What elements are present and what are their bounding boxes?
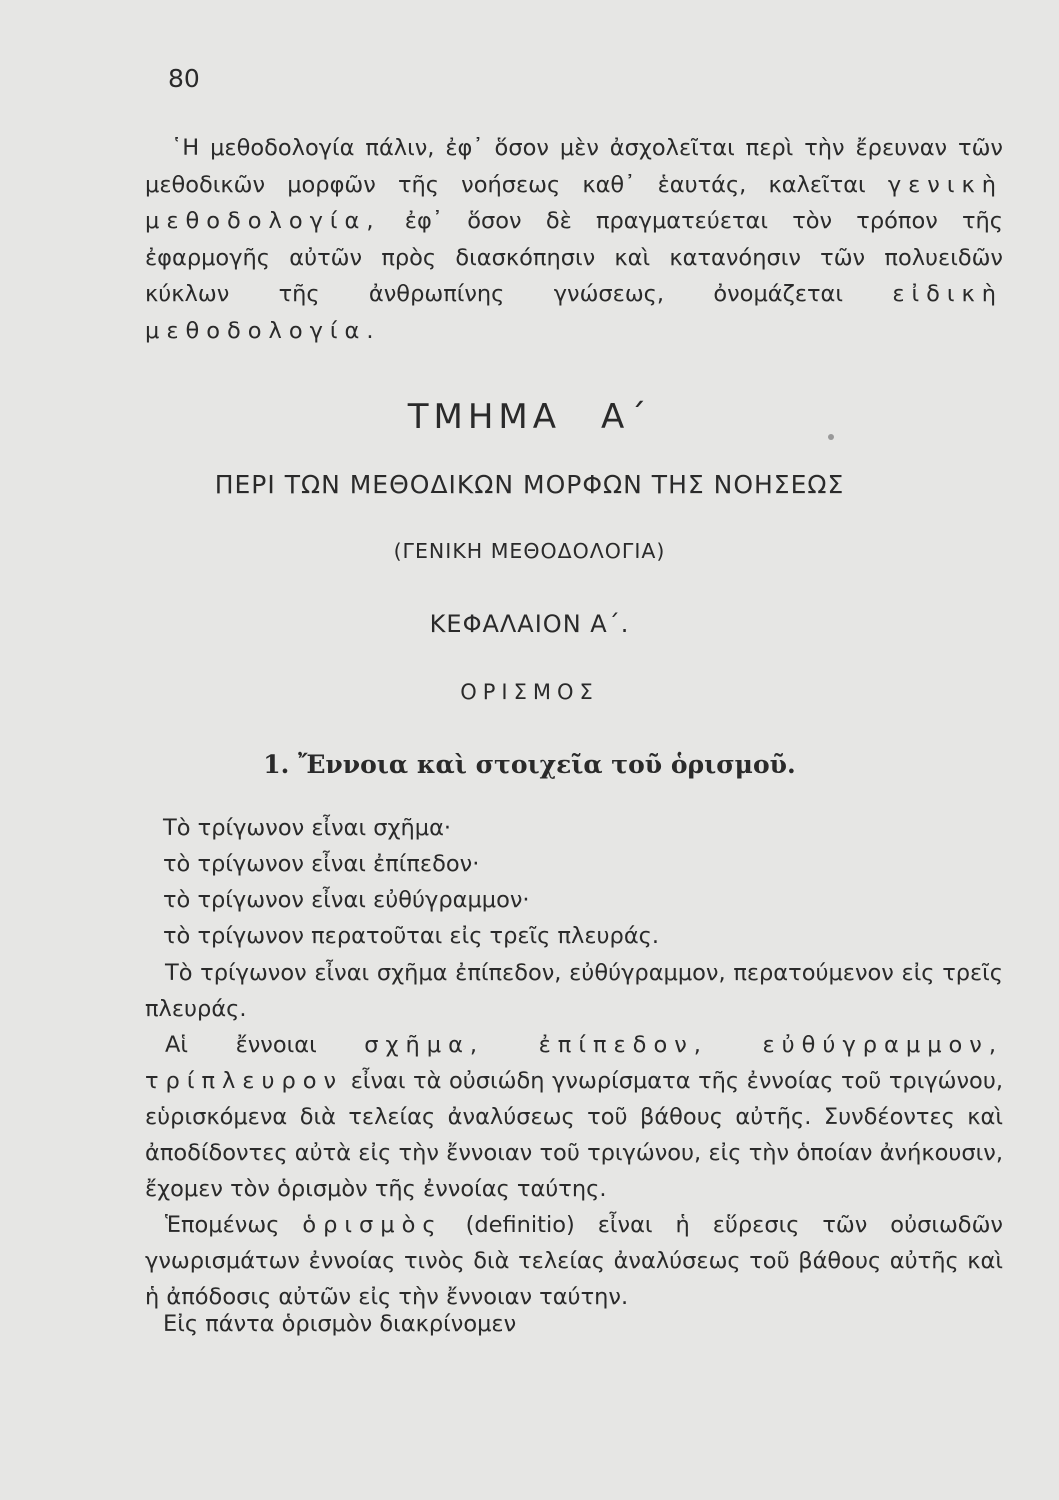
intro-text-1: ῾Η μεθοδολογία πάλιν, ἐφ᾽ ὅσον μὲν ἀσχολεῖται περὶ τὴν ἔρευναν τῶν μεθοδικῶν μορφῶν τῆς νοήσεως καθ᾽ ἑαυτάς, καλεῖται — [145, 135, 1003, 198]
ink-speck — [828, 434, 834, 440]
p2-start: Αἱ ἔννοιαι — [165, 1032, 317, 1058]
chapter-heading: ΚΕΦΑΛΑΙΟΝ Α΄. — [429, 610, 630, 638]
example-line: τὸ τρίγωνον περατοῦται εἰς τρεῖς πλευράς. — [163, 923, 660, 949]
part-word: ΤΜΗΜΑ — [407, 397, 561, 437]
part-title: ΠΕΡΙ ΤΩΝ ΜΕΘΟΔΙΚΩΝ ΜΟΡΦΩΝ ΤΗΣ ΝΟΗΣΕΩΣ — [214, 470, 845, 499]
term-general-methodology: γενικὴ μεθοδολογία, — [145, 171, 1003, 234]
p3-start: Ἑπομένως — [165, 1212, 280, 1238]
example-line: τὸ τρίγωνον εἶναι εὐθύγραμμον· — [163, 887, 530, 913]
p3-rest: (definitio) εἶναι ἡ εὕρεσις τῶν οὐσιωδῶν γνωρισμάτων ἐννοίας τινὸς διὰ τελείας ἀναλύσεως τοῦ βάθους αὐτῆς καὶ ἡ ἀπόδοσις αὐτῶν εἰς τὴν ἔννοιαν ταύτην. — [145, 1212, 1003, 1310]
body-paragraph-3 — [145, 1207, 1003, 1315]
body-paragraph-1: Τὸ τρίγωνον εἶναι σχῆμα ἐπίπεδον, εὐθύγραμμον, περατούμενον εἰς τρεῖς πλευράς. — [145, 960, 1003, 1022]
body-paragraph-2 — [145, 1027, 1003, 1207]
example-line: Τὸ τρίγωνον εἶναι σχῆμα· — [163, 815, 452, 841]
last-line: Εἰς πάντα ὁρισμὸν διακρίνομεν — [163, 1311, 517, 1337]
example-line: τὸ τρίγωνον εἶναι ἐπίπεδον· — [163, 851, 480, 877]
p3-term: ὁρισμὸς — [302, 1212, 443, 1238]
part-letter: Α΄ — [601, 397, 652, 437]
term-special-methodology: εἰδικὴ μεθοδολογία. — [145, 281, 1003, 344]
page-number: 80 — [168, 64, 200, 93]
p2-terms: σχῆμα, ἐπίπεδον, εὐθύγραμμον, τρίπλευρον — [145, 1032, 1003, 1094]
example-list — [163, 810, 659, 954]
intro-paragraph — [145, 130, 1003, 349]
part-subtitle: (ΓΕΝΙΚΗ ΜΕΘΟΔΟΛΟΓΙΑ) — [393, 539, 666, 563]
section-heading: 1. Ἔννοια καὶ στοιχεῖα τοῦ ὁρισμοῦ. — [263, 750, 796, 779]
intro-text-2: ἐφ᾽ ὅσον δὲ πραγματεύεται τὸν τρόπον τῆς ἐφαρμογῆς αὐτῶν πρὸς διασκόπησιν καὶ κατανόησιν τῶν πολυειδῶν κύκλων τῆς ἀνθρωπίνης γνώσεως, ὀνομάζεται — [145, 208, 1004, 307]
part-heading — [0, 397, 1059, 437]
chapter-title: ΟΡΙΣΜΟΣ — [460, 680, 599, 704]
body-text — [145, 955, 1003, 1315]
p2-rest: εἶναι τὰ οὐσιώδη γνωρίσματα τῆς ἐννοίας τοῦ τριγώνου, εὑρισκόμενα διὰ τελείας ἀναλύσεως τοῦ βάθους αὐτῆς. Συνδέοντες καὶ ἀποδίδοντες αὐτὰ εἰς τὴν ἔννοιαν τοῦ τριγώνου, εἰς τὴν ὁποίαν ἀνήκουσιν, ἔχομεν τὸν ὁρισμὸν τῆς ἐννοίας ταύτης. — [145, 1068, 1003, 1202]
